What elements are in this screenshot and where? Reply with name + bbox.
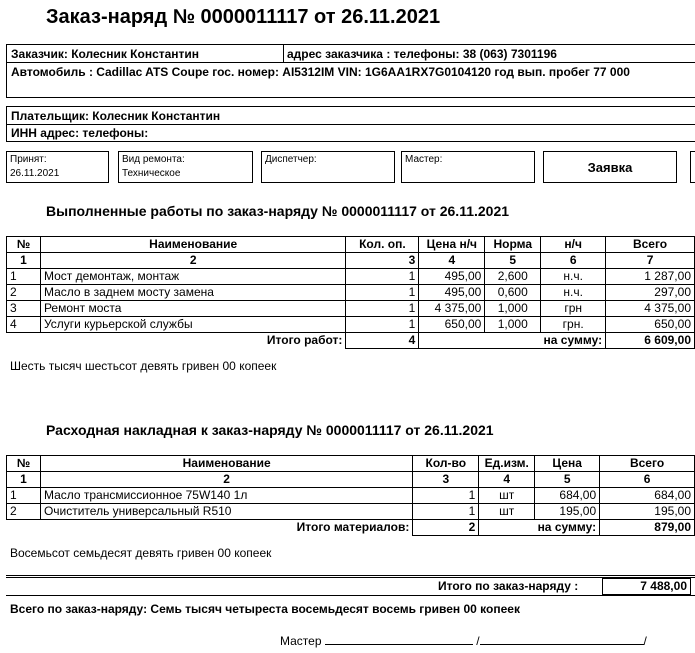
signature-blank bbox=[325, 633, 473, 645]
materials-sum-in-words: Восемьсот семьдесят девять гривен 00 копеек bbox=[10, 546, 272, 560]
cell: 1 bbox=[346, 269, 419, 285]
works-colnum-row bbox=[7, 253, 695, 269]
col-header: Всего bbox=[600, 456, 695, 472]
payer-name: Плательщик: Колесник Константин bbox=[7, 107, 695, 125]
cell: Масло в заднем мосту замена bbox=[40, 285, 345, 301]
cell: 1 bbox=[413, 504, 479, 520]
works-total-label: Итого работ: bbox=[266, 333, 343, 348]
cell: 195,00 bbox=[600, 504, 695, 520]
cell: 2 bbox=[7, 285, 41, 301]
cell: 3 bbox=[7, 301, 41, 317]
dispatcher-box bbox=[261, 151, 395, 183]
col-header: Ед.изм. bbox=[479, 456, 535, 472]
page-title: Заказ-наряд № 0000011117 от 26.11.2021 bbox=[46, 6, 441, 28]
table-row bbox=[7, 269, 695, 285]
car-info: Автомобиль : Cadillac ATS Coupe гос. номер: AI5312IM VIN: 1G6AA1RX7G0104120 год вып. пробег 77 000 bbox=[11, 65, 630, 79]
materials-colnum-row bbox=[7, 472, 695, 488]
cell: 2 bbox=[7, 504, 41, 520]
works-table bbox=[6, 236, 695, 349]
cell: 4 375,00 bbox=[606, 301, 695, 317]
materials-sum-label: на сумму: bbox=[479, 520, 600, 536]
col-number: 3 bbox=[346, 253, 419, 269]
table-row bbox=[7, 285, 695, 301]
cell: Масло трансмиссионное 75W140 1л bbox=[40, 488, 412, 504]
col-number: 2 bbox=[40, 472, 412, 488]
col-number: 1 bbox=[7, 472, 41, 488]
cell: 1 bbox=[346, 285, 419, 301]
col-number: 6 bbox=[541, 253, 606, 269]
customer-box bbox=[6, 44, 695, 98]
blank-cell bbox=[7, 333, 41, 349]
cell: 1 bbox=[346, 301, 419, 317]
col-header: № bbox=[7, 237, 41, 253]
cell: 1,000 bbox=[485, 317, 541, 333]
works-header-row bbox=[7, 237, 695, 253]
materials-heading: Расходная накладная к заказ-наряду № 0000011117 от 26.11.2021 bbox=[46, 422, 494, 438]
col-header: Наименование bbox=[40, 456, 412, 472]
col-number: 7 bbox=[606, 253, 695, 269]
cell: 1 bbox=[346, 317, 419, 333]
materials-total-label: Итого материалов: bbox=[296, 520, 410, 535]
repair-type-value: Техническое bbox=[122, 168, 181, 179]
name-blank bbox=[480, 633, 644, 645]
cell: грн. bbox=[541, 317, 606, 333]
col-header: Кол-во bbox=[413, 456, 479, 472]
materials-table bbox=[6, 455, 695, 536]
materials-total-row bbox=[7, 520, 695, 536]
col-number: 2 bbox=[40, 253, 345, 269]
cell: н.ч. bbox=[541, 285, 606, 301]
cell: 1 bbox=[7, 488, 41, 504]
cell: 650,00 bbox=[419, 317, 485, 333]
signature-separator: / bbox=[476, 634, 480, 648]
works-sum-label: на сумму: bbox=[419, 333, 606, 349]
col-number: 5 bbox=[485, 253, 541, 269]
payer-box bbox=[6, 106, 695, 142]
col-number: 5 bbox=[535, 472, 600, 488]
col-header: Всего bbox=[606, 237, 695, 253]
table-row bbox=[7, 317, 695, 333]
cell: Ремонт моста bbox=[40, 301, 345, 317]
cell: Очиститель универсальный R510 bbox=[40, 504, 412, 520]
works-total-row bbox=[7, 333, 695, 349]
col-number: 4 bbox=[419, 253, 485, 269]
grand-total-label: Итого по заказ-наряду : bbox=[438, 579, 579, 593]
divider bbox=[6, 575, 695, 576]
cell: 4 bbox=[7, 317, 41, 333]
cell: 1,000 bbox=[485, 301, 541, 317]
dispatcher-label: Диспетчер: bbox=[265, 154, 317, 165]
cell: грн bbox=[541, 301, 606, 317]
cut-box-edge bbox=[690, 151, 695, 183]
col-header: № bbox=[7, 456, 41, 472]
cell: Мост демонтаж, монтаж bbox=[40, 269, 345, 285]
cell: н.ч. bbox=[541, 269, 606, 285]
accepted-box bbox=[6, 151, 109, 183]
repair-type-label: Вид ремонта: bbox=[122, 154, 185, 165]
cell: 684,00 bbox=[600, 488, 695, 504]
cell: 495,00 bbox=[419, 285, 485, 301]
request-button[interactable]: Заявка bbox=[543, 151, 677, 183]
cell: 1 287,00 bbox=[606, 269, 695, 285]
col-number: 3 bbox=[413, 472, 479, 488]
cell: шт bbox=[479, 504, 535, 520]
divider bbox=[283, 45, 284, 63]
signature-label: Мастер bbox=[280, 634, 322, 648]
payer-details: ИНН адрес: телефоны: bbox=[11, 126, 149, 140]
master-label: Мастер: bbox=[405, 154, 443, 165]
cell: 1 bbox=[413, 488, 479, 504]
works-sum-value: 6 609,00 bbox=[606, 333, 695, 349]
customer-row bbox=[7, 45, 695, 63]
customer-address-phones: адрес заказчика : телефоны: 38 (063) 7301196 bbox=[287, 47, 557, 61]
col-number: 1 bbox=[7, 253, 41, 269]
col-header: Кол. оп. bbox=[346, 237, 419, 253]
works-sum-in-words: Шесть тысяч шестьсот девять гривен 00 копеек bbox=[10, 359, 277, 373]
cell: 4 375,00 bbox=[419, 301, 485, 317]
signature-line bbox=[280, 633, 647, 648]
accepted-value: 26.11.2021 bbox=[10, 168, 60, 179]
divider bbox=[6, 595, 695, 596]
col-header: Цена н/ч bbox=[419, 237, 485, 253]
accepted-label: Принят: bbox=[10, 154, 47, 165]
cell: 684,00 bbox=[535, 488, 600, 504]
cell: 2,600 bbox=[485, 269, 541, 285]
works-heading: Выполненные работы по заказ-наряду № 0000011117 от 26.11.2021 bbox=[46, 203, 510, 219]
cell: 195,00 bbox=[535, 504, 600, 520]
col-number: 4 bbox=[479, 472, 535, 488]
materials-header-row bbox=[7, 456, 695, 472]
table-row bbox=[7, 504, 695, 520]
grand-total-value: 7 488,00 bbox=[602, 578, 691, 595]
divider bbox=[6, 577, 695, 578]
col-header: Норма bbox=[485, 237, 541, 253]
cell: шт bbox=[479, 488, 535, 504]
col-header: Цена bbox=[535, 456, 600, 472]
cell: Услуги курьерской службы bbox=[40, 317, 345, 333]
cell: 650,00 bbox=[606, 317, 695, 333]
col-number: 6 bbox=[600, 472, 695, 488]
col-header: н/ч bbox=[541, 237, 606, 253]
cell: 297,00 bbox=[606, 285, 695, 301]
materials-total-count: 2 bbox=[413, 520, 479, 536]
signature-separator: / bbox=[643, 634, 647, 648]
grand-total-in-words: Всего по заказ-наряду: Семь тысяч четыреста восемьдесят восемь гривен 00 копеек bbox=[10, 602, 520, 616]
cell: 0,600 bbox=[485, 285, 541, 301]
master-box bbox=[401, 151, 535, 183]
blank-cell bbox=[7, 520, 41, 536]
col-header: Наименование bbox=[40, 237, 345, 253]
table-row bbox=[7, 301, 695, 317]
materials-sum-value: 879,00 bbox=[600, 520, 695, 536]
cell: 495,00 bbox=[419, 269, 485, 285]
table-row bbox=[7, 488, 695, 504]
repair-type-box bbox=[118, 151, 253, 183]
customer-name: Заказчик: Колесник Константин bbox=[11, 47, 200, 61]
cell: 1 bbox=[7, 269, 41, 285]
works-total-count: 4 bbox=[346, 333, 419, 349]
